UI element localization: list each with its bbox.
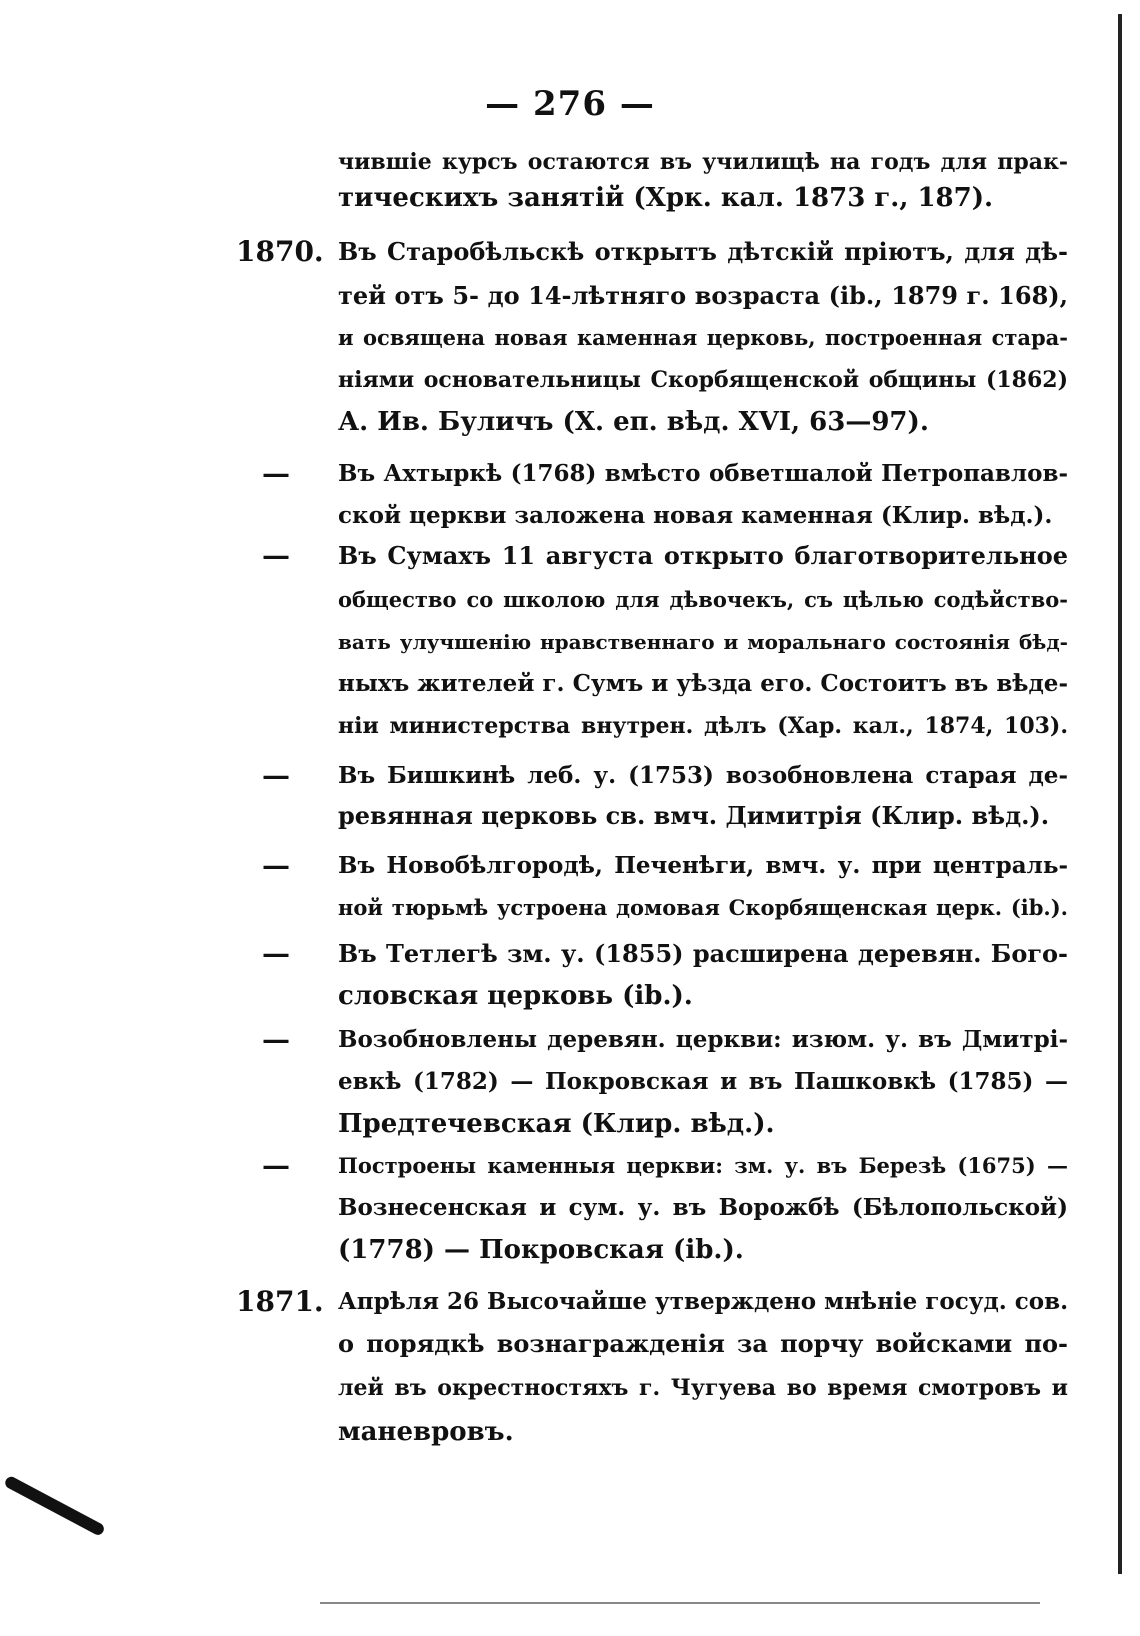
ink-stroke-mark xyxy=(3,1475,106,1537)
text-line: Построены каменныя церкви: зм. у. въ Березѣ (1675) — xyxy=(338,1153,1068,1178)
entry-dash: — xyxy=(262,1149,290,1182)
year-marker-1870: 1870. xyxy=(236,235,324,268)
text-line: Въ Ахтыркѣ (1768) вмѣсто обветшалой Петропавлов- xyxy=(338,460,1068,487)
text-line: тей отъ 5- до 14-лѣтняго возраста (ib., 1879 г. 168), xyxy=(338,281,1068,310)
text-line: ныхъ жителей г. Сумъ и уѣзда его. Состоитъ въ вѣде- xyxy=(338,670,1068,697)
page-edge-rule xyxy=(1118,14,1122,1574)
text-line: Возобновлены деревян. церкви: изюм. у. въ Дмитрі- xyxy=(338,1026,1068,1053)
text-line: ніями основательницы Скорбященской общины (1862) xyxy=(338,367,1068,393)
text-line: чившіе курсъ остаются въ училищѣ на годъ для прак- xyxy=(338,149,1068,175)
page-number: — 276 — xyxy=(485,84,655,124)
text-line: ревянная церковь св. вмч. Димитрія (Клир. вѣд.). xyxy=(338,801,1050,830)
text-line: маневровъ. xyxy=(338,1417,514,1447)
entry-dash: — xyxy=(262,457,290,490)
text-line: Апрѣля 26 Высочайше утверждено мнѣніе госуд. сов. xyxy=(338,1288,1069,1315)
text-line: ной тюрьмѣ устроена домовая Скорбященская церк. (ib.). xyxy=(338,895,1068,920)
text-line: Предтечевская (Клир. вѣд.). xyxy=(338,1109,775,1139)
entry-dash: — xyxy=(262,759,290,792)
text-line: словская церковь (ib.). xyxy=(338,981,693,1011)
text-line: тическихъ занятій (Хрк. кал. 1873 г., 187). xyxy=(338,183,994,213)
text-line: Въ Сумахъ 11 августа открыто благотворительное xyxy=(338,541,1068,570)
text-line: и освящена новая каменная церковь, построенная стара- xyxy=(338,325,1068,350)
text-line: общество со школою для дѣвочекъ, съ цѣлью содѣйство- xyxy=(338,587,1068,612)
text-line: Въ Новобѣлгородѣ, Печенѣги, вмч. у. при централь- xyxy=(338,852,1068,879)
entry-dash: — xyxy=(262,937,290,970)
year-marker-1871: 1871. xyxy=(236,1285,324,1318)
bottom-rule xyxy=(320,1602,1040,1604)
text-line: вать улучшенію нравственнаго и моральнаго состоянія бѣд- xyxy=(338,630,1068,654)
text-line: А. Ив. Буличъ (Х. еп. вѣд. XVI, 63—97). xyxy=(338,407,929,437)
entry-dash: — xyxy=(262,539,290,572)
text-line: евкѣ (1782) — Покровская и въ Пашковкѣ (1785) — xyxy=(338,1068,1068,1095)
entry-dash: — xyxy=(262,849,290,882)
entry-dash: — xyxy=(262,1023,290,1056)
text-line: Въ Тетлегѣ зм. у. (1855) расширена деревян. Бого- xyxy=(338,939,1068,968)
text-line: ніи министерства внутрен. дѣлъ (Хар. кал., 1874, 103). xyxy=(338,713,1068,739)
text-line: Въ Старобѣльскѣ открытъ дѣтскій пріютъ, для дѣ- xyxy=(338,237,1068,266)
text-line: Въ Бишкинѣ леб. у. (1753) возобновлена старая де- xyxy=(338,762,1068,789)
text-line: о порядкѣ вознагражденія за порчу войсками по- xyxy=(338,1329,1068,1358)
text-line: ской церкви заложена новая каменная (Клир. вѣд.). xyxy=(338,502,1053,529)
text-line: (1778) — Покровская (ib.). xyxy=(338,1235,744,1265)
text-line: Вознесенская и сум. у. въ Ворожбѣ (Бѣлопольской) xyxy=(338,1194,1068,1221)
text-line: лей въ окрестностяхъ г. Чугуева во время смотровъ и xyxy=(338,1375,1068,1401)
